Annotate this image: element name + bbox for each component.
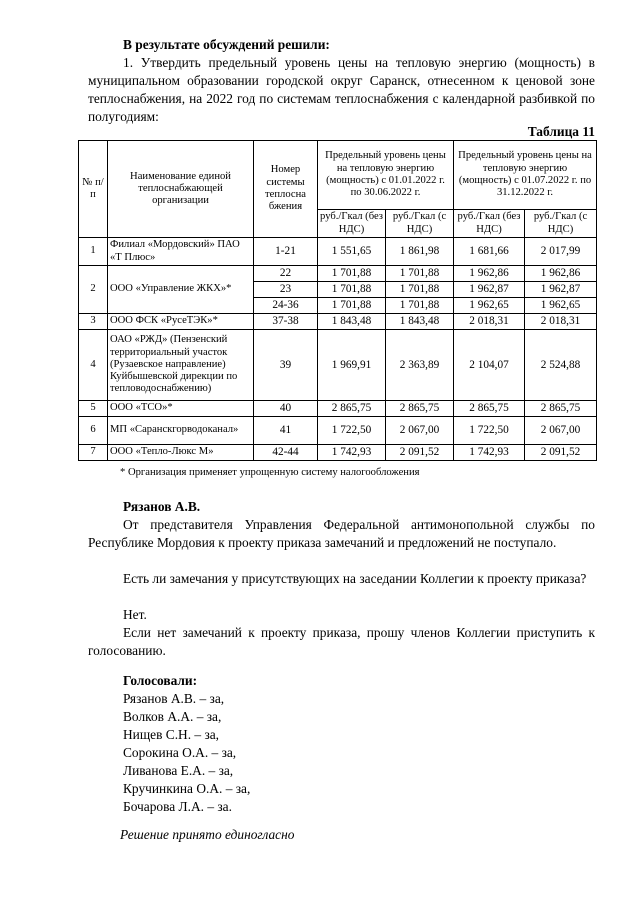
- cell-value: 2 865,75: [525, 401, 597, 417]
- cell-value: 2 067,00: [386, 417, 454, 445]
- vote-entry: Сорокина О.А. – за,: [123, 745, 237, 760]
- cell-org: Филиал «Мордовский» ПАО «Т Плюс»: [108, 238, 254, 266]
- cell-org: ООО ФСК «РусеТЭК»*: [108, 314, 254, 330]
- cell-num: 5: [79, 401, 108, 417]
- vote-entry: Бочарова Л.А. – за.: [123, 799, 232, 814]
- cell-system: 22: [254, 266, 318, 282]
- cell-org: ООО «ТСО»*: [108, 401, 254, 417]
- cell-value: 2 091,52: [386, 445, 454, 461]
- cell-value: 1 742,93: [318, 445, 386, 461]
- cell-org: ООО «Управление ЖКХ»*: [108, 266, 254, 314]
- price-table: [78, 140, 597, 461]
- table-row: [79, 314, 597, 330]
- cell-value: 1 962,87: [525, 282, 597, 298]
- vote-entry: Кручинкина О.А. – за,: [123, 781, 251, 796]
- cell-value: 1 962,86: [525, 266, 597, 282]
- vote-entry: Волков А.А. – за,: [123, 709, 222, 724]
- subheader-vat: руб./Гкал (с НДС): [386, 210, 454, 238]
- cell-value: 2 865,75: [318, 401, 386, 417]
- cell-num: 7: [79, 445, 108, 461]
- cell-num: 2: [79, 266, 108, 314]
- cell-value: 1 843,48: [386, 314, 454, 330]
- cell-value: 2 104,07: [454, 330, 525, 401]
- cell-value: 1 861,98: [386, 238, 454, 266]
- cell-value: 1 962,87: [454, 282, 525, 298]
- table-row: [79, 266, 597, 282]
- header-period-1: Предельный уровень цены на тепловую энергию (мощность) с 01.01.2022 г. по 30.06.2022 г.: [318, 141, 454, 210]
- cell-system: 40: [254, 401, 318, 417]
- cell-value: 2 091,52: [525, 445, 597, 461]
- cell-value: 1 701,88: [318, 266, 386, 282]
- cell-value: 1 701,88: [318, 298, 386, 314]
- decision-heading: В результате обсуждений решили:: [123, 37, 330, 52]
- cell-value: 1 722,50: [454, 417, 525, 445]
- cell-system: 24-36: [254, 298, 318, 314]
- cell-num: 4: [79, 330, 108, 401]
- cell-value: 2 018,31: [454, 314, 525, 330]
- paragraph-vote-call: Если нет замечаний к проекту приказа, прошу членов Коллегии приступить к голосованию.: [88, 625, 595, 658]
- cell-org: ООО «Тепло-Люкс М»: [108, 445, 254, 461]
- paragraph-fas: От представителя Управления Федеральной антимонопольной службы по Республике Мордовия к проекту приказа замечаний и предложений не поступало.: [88, 517, 595, 550]
- header-system: Номер системы теплосна бжения: [254, 141, 318, 238]
- table-row: [79, 445, 597, 461]
- cell-value: 2 865,75: [454, 401, 525, 417]
- cell-system: 39: [254, 330, 318, 401]
- paragraph-answer: Нет.: [123, 607, 147, 622]
- header-org: Наименование единой теплоснабжающей организации: [108, 141, 254, 238]
- cell-value: 1 701,88: [318, 282, 386, 298]
- vote-entry: Рязанов А.В. – за,: [123, 691, 225, 706]
- cell-value: 1 962,86: [454, 266, 525, 282]
- cell-value: 1 843,48: [318, 314, 386, 330]
- cell-org: ОАО «РЖД» (Пензенский территориальный участок (Рузаевское направление) Куйбышевской дирекции по тепловодоснабжению): [108, 330, 254, 401]
- cell-value: 1 551,65: [318, 238, 386, 266]
- table-row: [79, 417, 597, 445]
- cell-system: 41: [254, 417, 318, 445]
- cell-value: 2 067,00: [525, 417, 597, 445]
- cell-value: 1 742,93: [454, 445, 525, 461]
- table-header-row: [79, 141, 597, 210]
- table-row: [79, 401, 597, 417]
- cell-value: 1 701,88: [386, 266, 454, 282]
- cell-value: 1 962,65: [525, 298, 597, 314]
- vote-entry: Нищев С.Н. – за,: [123, 727, 220, 742]
- cell-value: 2 363,89: [386, 330, 454, 401]
- header-num: № п/п: [79, 141, 108, 238]
- cell-system: 42-44: [254, 445, 318, 461]
- cell-system: 23: [254, 282, 318, 298]
- cell-value: 1 969,91: [318, 330, 386, 401]
- cell-value: 2 524,88: [525, 330, 597, 401]
- cell-value: 1 962,65: [454, 298, 525, 314]
- table-row: [79, 238, 597, 266]
- table-footnote: * Организация применяет упрощенную систему налогообложения: [120, 467, 420, 478]
- header-period-2: Предельный уровень цены на тепловую энергию (мощность) с 01.07.2022 г. по 31.12.2022 г.: [454, 141, 597, 210]
- table-caption: Таблица 11: [527, 124, 595, 139]
- decision-text: 1. Утвердить предельный уровень цены на тепловую энергию (мощность) в муниципальном образовании городской округ Саранск, отнесенном к ценовой зоне теплоснабжения, на 2022 год по системам теплоснабжения с календарной разбивкой по полугодиям:: [88, 55, 595, 124]
- subheader-no-vat: руб./Гкал (без НДС): [318, 210, 386, 238]
- cell-value: 1 701,88: [386, 282, 454, 298]
- subheader-no-vat: руб./Гкал (без НДС): [454, 210, 525, 238]
- subheader-vat: руб./Гкал (с НДС): [525, 210, 597, 238]
- paragraph-question: Есть ли замечания у присутствующих на заседании Коллегии к проекту приказа?: [123, 571, 587, 586]
- voted-heading: Голосовали:: [123, 673, 198, 688]
- cell-num: 1: [79, 238, 108, 266]
- cell-org: МП «Саранскгорводоканал»: [108, 417, 254, 445]
- cell-value: 1 701,88: [386, 298, 454, 314]
- cell-value: 1 681,66: [454, 238, 525, 266]
- cell-value: 1 722,50: [318, 417, 386, 445]
- cell-num: 6: [79, 417, 108, 445]
- cell-system: 37-38: [254, 314, 318, 330]
- cell-system: 1-21: [254, 238, 318, 266]
- cell-value: 2 018,31: [525, 314, 597, 330]
- cell-value: 2 017,99: [525, 238, 597, 266]
- speaker-name: Рязанов А.В.: [123, 499, 201, 514]
- cell-num: 3: [79, 314, 108, 330]
- cell-value: 2 865,75: [386, 401, 454, 417]
- table-row: [79, 330, 597, 401]
- vote-entry: Ливанова Е.А. – за,: [123, 763, 234, 778]
- final-decision: Решение принято единогласно: [120, 827, 295, 842]
